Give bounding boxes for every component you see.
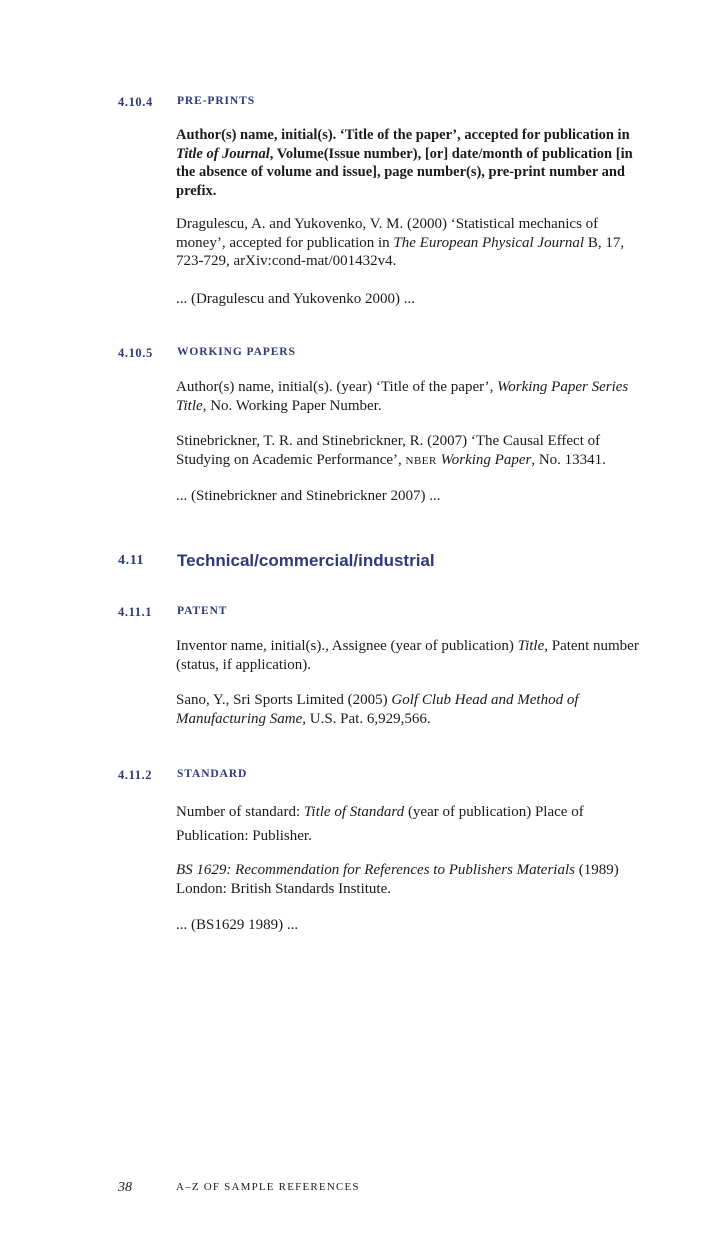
text: Author(s) name, initial(s). ‘Title of the paper’, accepted for publication in (176, 127, 630, 143)
text: Inventor name, initial(s)., Assignee (year of publication) (176, 638, 518, 654)
italic-text: Title of Journal (176, 145, 270, 162)
example-reference (176, 861, 646, 898)
italic-text: BS 1629: Recommendation for References to Publishers Materials (176, 862, 575, 878)
italic-text: Working Paper Series Title (176, 379, 629, 414)
italic-text: Golf Club Head and Method of Manufacturing Same (176, 692, 579, 727)
chapter-section-title: Technical/commercial/industrial (177, 551, 435, 570)
italic-text: Working Paper (436, 451, 532, 468)
italic-text: Title of Standard (303, 804, 405, 820)
section-heading: PRE-PRINTS (177, 95, 256, 107)
small-caps-text: nber (405, 451, 437, 468)
format-template (176, 637, 646, 674)
section-heading: PATENT (177, 605, 228, 617)
text: , No. Working Paper Number. (202, 397, 382, 414)
text: B, 17, 723-729, arXiv:cond-mat/001432v4. (176, 234, 625, 269)
italic-text: Title (517, 638, 545, 654)
text: Author(s) name, initial(s). (year) ‘Title of the paper’, (176, 379, 498, 395)
text: Stinebrickner, T. R. and Stinebrickner, R. (2007) ‘The Causal Effect of Studying on Academic Performance’, (176, 433, 601, 468)
section-number: 4.11.1 (118, 605, 153, 619)
in-text-citation: ... (Stinebrickner and Stinebrickner 2007) ... (176, 488, 441, 504)
page-number: 38 (118, 1180, 132, 1195)
text: Dragulescu, A. and Yukovenko, V. M. (2000) ‘Statistical mechanics of money’, accepted for publication in (176, 216, 599, 251)
section-number: 4.10.4 (118, 95, 153, 109)
section-heading: WORKING PAPERS (177, 346, 296, 358)
format-template (176, 378, 646, 415)
format-template (176, 800, 646, 848)
text: , Patent number (status, if application). (176, 638, 639, 673)
text: , Volume(Issue number), [or] date/month of publication [in the absence of volume and issue], page number(s), pre-print number and prefix. (176, 145, 633, 199)
text: , U.S. Pat. 6,929,566. (302, 710, 431, 727)
text: , No. 13341. (531, 451, 606, 468)
section-number: 4.11.2 (118, 768, 153, 782)
example-reference (176, 691, 646, 728)
example-reference (176, 432, 646, 469)
text: Number of standard: (176, 804, 304, 820)
in-text-citation: ... (BS1629 1989) ... (176, 917, 299, 933)
format-template (176, 126, 646, 200)
section-heading: STANDARD (177, 768, 248, 780)
running-footer-title: A–Z OF SAMPLE REFERENCES (176, 1181, 360, 1193)
text: Sano, Y., Sri Sports Limited (2005) (176, 692, 392, 708)
example-reference (176, 215, 646, 271)
italic-text: The European Physical Journal (393, 234, 585, 251)
text: (1989) London: British Standards Institute. (176, 862, 619, 897)
text: (year of publication) Place of Publication: Publisher. (176, 804, 584, 844)
chapter-section-number: 4.11 (118, 553, 145, 568)
in-text-citation: ... (Dragulescu and Yukovenko 2000) ... (176, 291, 415, 307)
section-number: 4.10.5 (118, 346, 153, 360)
